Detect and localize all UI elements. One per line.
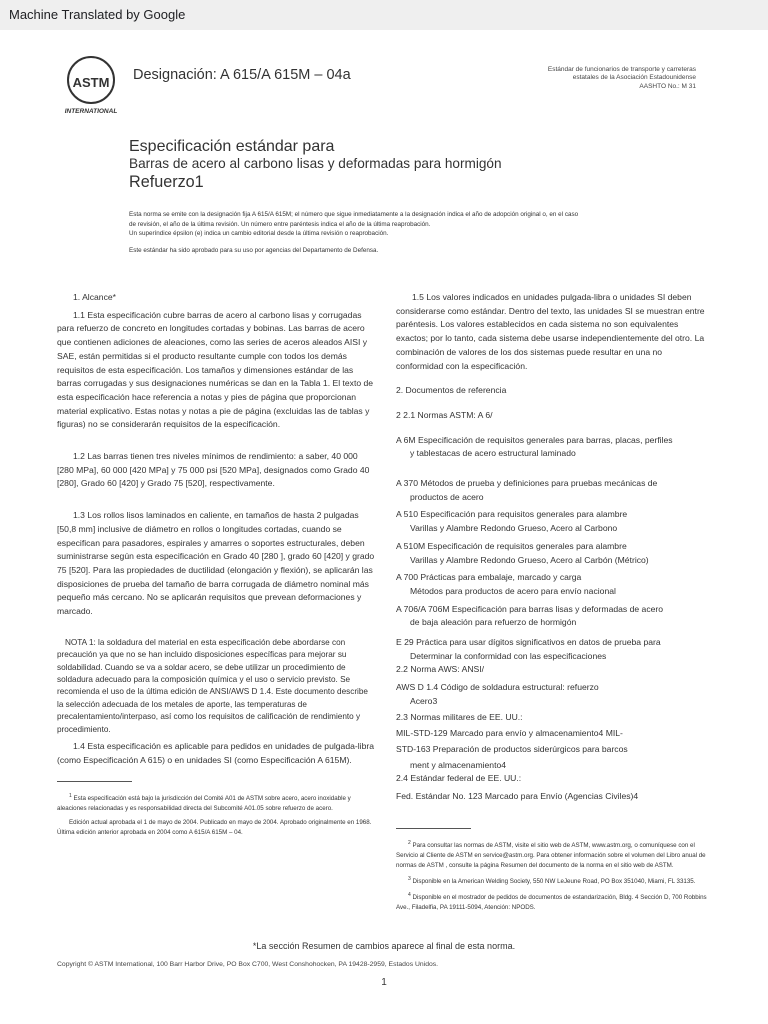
footnote-4 [396, 890, 708, 913]
ref-e29-cont: Determinar la conformidad con las especificaciones [410, 650, 607, 661]
aashto-note [480, 66, 696, 91]
footnote-3 [396, 874, 708, 887]
ref-mil-129: MIL-STD-129 Marcado para envío y almacenamiento4 MIL- [396, 728, 623, 739]
footnotes-right [396, 838, 708, 913]
translation-banner [0, 0, 768, 30]
ref-a706: A 706/A 706M Especificación para barras lisas y deformadas de acero [396, 603, 664, 614]
footnote-3-text: Disponible en la American Welding Society, 550 NW LeJeune Road, PO Box 351040, Miami, FL 33135. [412, 877, 696, 885]
footnote-rule [396, 828, 471, 829]
scope-heading: 1. Alcance* [73, 292, 116, 302]
astm-standards-heading: 2 2.1 Normas ASTM: A 6/ [396, 409, 493, 420]
footnote-rule [57, 781, 132, 782]
ref-mil-163-cont: ment y almacenamiento4 [410, 759, 507, 770]
document-title [129, 137, 502, 192]
ref-a700: A 700 Prácticas para embalaje, marcado y carga [396, 572, 582, 583]
footnotes-left [57, 791, 375, 838]
title-line-2: Barras de acero al carbono lisas y deformadas para hormigón [129, 156, 502, 171]
footnote-4-text: Disponible en el mostrador de pedidos de documentos de estandarización, Bldg. 4 Sección D, 700 Robbins Ave., Filadelfia, PA 19111-5094, Atención: NPODS. [396, 893, 707, 911]
page-number: 1 [381, 977, 387, 988]
title-line-1: Especificación estándar para [129, 138, 335, 155]
banner-text: Machine Translated by Google [9, 7, 186, 22]
aashto-note-line: Estándar de funcionarios de transporte y carreteras [547, 66, 696, 73]
ref-a510m: A 510M Especificación de requisitos generales para alambre [396, 540, 627, 551]
ref-a370: A 370 Métodos de prueba y definiciones para pruebas mecánicas de [396, 478, 658, 489]
title-line-3: Refuerzo1 [129, 173, 204, 191]
footnote-number: 4 [408, 891, 411, 898]
footnote-number: 3 [408, 875, 411, 882]
federal-heading: 2.4 Estándar federal de EE. UU.: [396, 773, 522, 784]
astm-logo [60, 55, 122, 117]
ref-a706-cont: de baja aleación para refuerzo de hormigón [410, 617, 577, 628]
aashto-note-line: estatales de la Asociación Estadounidense [572, 74, 696, 82]
ref-aws-d14-cont: Acero3 [410, 695, 438, 706]
footnote-number: 2 [408, 839, 411, 846]
ref-a370-cont: productos de acero [410, 491, 484, 502]
intro-line: Esta norma se emite con la designación fija A 615/A 615M; el número que sigue inmediatamente a la designación indica el año de adopción original o, en el caso [129, 211, 579, 218]
ref-a510m-cont: Varillas y Alambre Redondo Grueso, Acero al Carbón (Métrico) [410, 554, 649, 565]
footnote-2-text: Para consultar las normas de ASTM, visite el sitio web de ASTM, www.astm.org, o comuníquese con el Servicio al Cliente de ASTM en service@astm.org. Para obtener información sobre el volumen del Libro anual de normas de ASTM , consulte la página Resumen del documento de la norma en el sitio web de ASTM. [396, 841, 706, 869]
references-heading: 2. Documentos de referencia [396, 385, 507, 396]
designation: Designación: A 615/A 615M – 04a [133, 67, 351, 83]
summary-of-changes-note: *La sección Resumen de cambios aparece al final de esta norma. [252, 941, 516, 951]
paragraph-1-3: 1.3 Los rollos lisos laminados en caliente, en tamaños de hasta 2 pulgadas [50,8 mm] inclusive de diámetro en rollos o longitudes cortadas, cuando se especifican para pasadores, espirales y amarres o soportes estructurales, deben suministrarse según esta especificación en Grado 40 [280 ], grado 60 [420] y grado 75 [520]. Para las propiedades de ductilidad (elongación y flexión), se aplicarán las disposiciones de prueba del tamaño de barra corrugada de diámetro nominal más pequeño más cercano. No se aplicarán requisitos que prevean deformaciones y marcado. [57, 510, 375, 617]
military-heading: 2.3 Normas militares de EE. UU.: [396, 711, 523, 722]
intro-block [129, 210, 649, 255]
right-column [396, 291, 708, 913]
intro-line: de revisión, el año de la última revisión. Un número entre paréntesis indica el año de la última reaprobación. [129, 220, 431, 228]
ref-a6m-cont: y tablestacas de acero estructural laminado [410, 448, 576, 459]
ref-aws-d14: AWS D 1.4 Código de soldadura estructural: refuerzo [396, 682, 599, 693]
copyright: Copyright © ASTM International, 100 Barr Harbor Drive, PO Box C700, West Conshohocken, PA 19428-2959, Estados Unidos. [57, 961, 439, 968]
note-1: NOTA 1: la soldadura del material en esta especificación debe abordarse con precaución ya que no se han incluido disposiciones específicas para mejorar su soldabilidad. Cuando se va a soldar acero, se debe utilizar un procedimiento de soldadura adecuado para la composición química y el uso o servicio previsto. Se recomienda el uso de la última edición de ANSI/AWS D 1.4. Este documento describe la selección adecuada de los metales de aporte, las temperaturas de precalentamiento/interpaso, así como los requisitos de calificación de rendimiento y procedimiento. [57, 637, 368, 734]
aashto-note-line: AASHTO No.: M 31 [639, 82, 696, 90]
footnote-1 [57, 791, 375, 814]
paragraph-1-5: 1.5 Los valores indicados en unidades pulgada-libra o unidades SI deben considerarse como estándar. Dentro del texto, las unidades SI se muestran entre paréntesis. Los valores establecidos en cada sistema no son equivalentes exactos; por lo tanto, cada sistema debe usarse independientemente del otro. La combinación de valores de los dos sistemas puede resultar en una no conformidad con la especificación. [396, 292, 705, 371]
ref-mil-163: STD-163 Preparación de productos siderúrgicos para barcos [396, 743, 628, 754]
logo-subtext: INTERNATIONAL [64, 108, 118, 115]
ref-fed-123: Fed. Estándar No. 123 Marcado para Envío (Agencias Civiles)4 [396, 791, 639, 802]
paragraph-1-2: 1.2 Las barras tienen tres niveles mínimos de rendimiento: a saber, 40 000 [280 MPa], 60 000 [420 MPa] y 75 000 psi [520 MPa], designados como Grado 40 [280], Grado 60 [420] y Grado 75 [520], respectivamente. [57, 451, 370, 489]
footnote-number: 1 [69, 793, 72, 800]
footnote-1-edition: Edición actual aprobada el 1 de mayo de 2004. Publicado en mayo de 2004. Aprobado originalmente en 1968. Última edición anterior aprobada en 2004 como A 615/A 615M – 04. [57, 819, 372, 837]
logo-text: ASTM [72, 75, 110, 90]
left-column [57, 291, 375, 838]
paragraph-1-4: 1.4 Esta especificación es aplicable para pedidos en unidades de pulgada-libra (como Especificación A 615) o en unidades SI (como Especificación A 615M). [57, 741, 374, 765]
ref-a6m: A 6M Especificación de requisitos generales para barras, placas, perfiles [396, 434, 673, 445]
ref-a510: A 510 Especificación para requisitos generales para alambre [396, 509, 628, 520]
footnote-2 [396, 838, 708, 871]
ref-a700-cont: Métodos para productos de acero para envío nacional [410, 585, 616, 596]
paragraph-1-1: 1.1 Esta especificación cubre barras de acero al carbono lisas y corrugadas para refuerzo de concreto en longitudes cortadas y bobinas. Las barras de acero que contienen adiciones de aleaciones, como las series de aceros aleados AISI y SAE, están permitidas si el producto resultante cumple con todos los demás requisitos de esta especificación. Los tamaños y dimensiones estándar de las barras corrugadas y sus designaciones numéricas se dan en la Tabla 1. El texto de esta especificación hace referencia a notas y pies de página que proporcionan material explicativo. Estas notas y notas a pie de página (excluidas las de tablas y figuras) no se considerarán requisitos de la especificación. [57, 309, 374, 430]
ref-a510-cont: Varillas y Alambre Redondo Grueso, Acero al Carbono [410, 523, 618, 534]
intro-line: Un superíndice épsilon (e) indica un cambio editorial desde la última revisión o reaprobación. [129, 230, 389, 237]
aws-heading: 2.2 Norma AWS: ANSI/ [396, 664, 485, 675]
dod-approval: Este estándar ha sido aprobado para su uso por agencias del Departamento de Defensa. [129, 246, 379, 254]
ref-e29: E 29 Práctica para usar dígitos significativos en datos de prueba para [396, 637, 661, 648]
footnote-1-text: Esta especificación está bajo la jurisdicción del Comité A01 de ASTM sobre acero, acero inoxidable y aleaciones relacionadas y es responsabilidad directa del Subcomité A01.05 sobre refuerzo de acero. [57, 795, 351, 813]
